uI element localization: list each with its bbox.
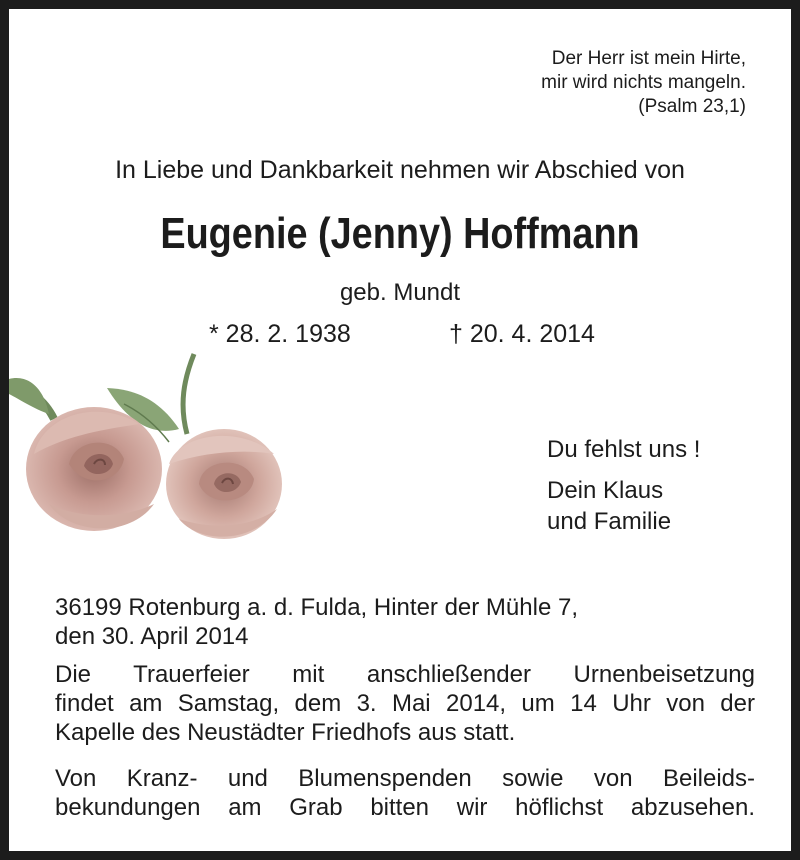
paragraph-line: bekundungen am Grab bitten wir höflichst abzusehen.	[55, 794, 755, 821]
maiden-name: geb. Mundt	[339, 279, 461, 306]
address-line: 36199 Rotenburg a. d. Fulda, Hinter der Mühle 7,	[55, 594, 578, 621]
mourners-message: Du fehlst uns !	[547, 436, 701, 463]
address-block	[55, 593, 578, 651]
death-date: † 20. 4. 2014	[449, 320, 595, 348]
paragraph-line: Von Kranz- und Blumenspenden sowie von Beileids-	[55, 765, 755, 792]
paragraph-line: findet am Samstag, dem 3. Mai 2014, um 14 Uhr von der	[55, 690, 755, 717]
mourners-block	[547, 434, 700, 537]
psalm-quote	[541, 47, 746, 119]
paragraph-line: Die Trauerfeier mit anschließender Urnenbeisetzung	[55, 661, 755, 688]
paragraph-line: Kapelle des Neustädter Friedhofs aus statt.	[55, 719, 516, 746]
roses-image	[9, 344, 299, 554]
condolences-paragraph	[55, 764, 755, 822]
birth-date: * 28. 2. 1938	[209, 320, 351, 348]
psalm-line: mir wird nichts mangeln.	[541, 72, 746, 93]
address-date: den 30. April 2014	[55, 623, 249, 650]
mourners-line: und Familie	[547, 508, 672, 535]
psalm-line: Der Herr ist mein Hirte,	[551, 48, 746, 69]
deceased-name: Eugenie (Jenny) Hoffmann	[160, 209, 640, 258]
funeral-paragraph	[55, 660, 755, 747]
intro-text: In Liebe und Dankbarkeit nehmen wir Abschied von	[115, 156, 685, 184]
psalm-reference: (Psalm 23,1)	[638, 96, 746, 117]
mourners-line: Dein Klaus	[547, 477, 664, 504]
